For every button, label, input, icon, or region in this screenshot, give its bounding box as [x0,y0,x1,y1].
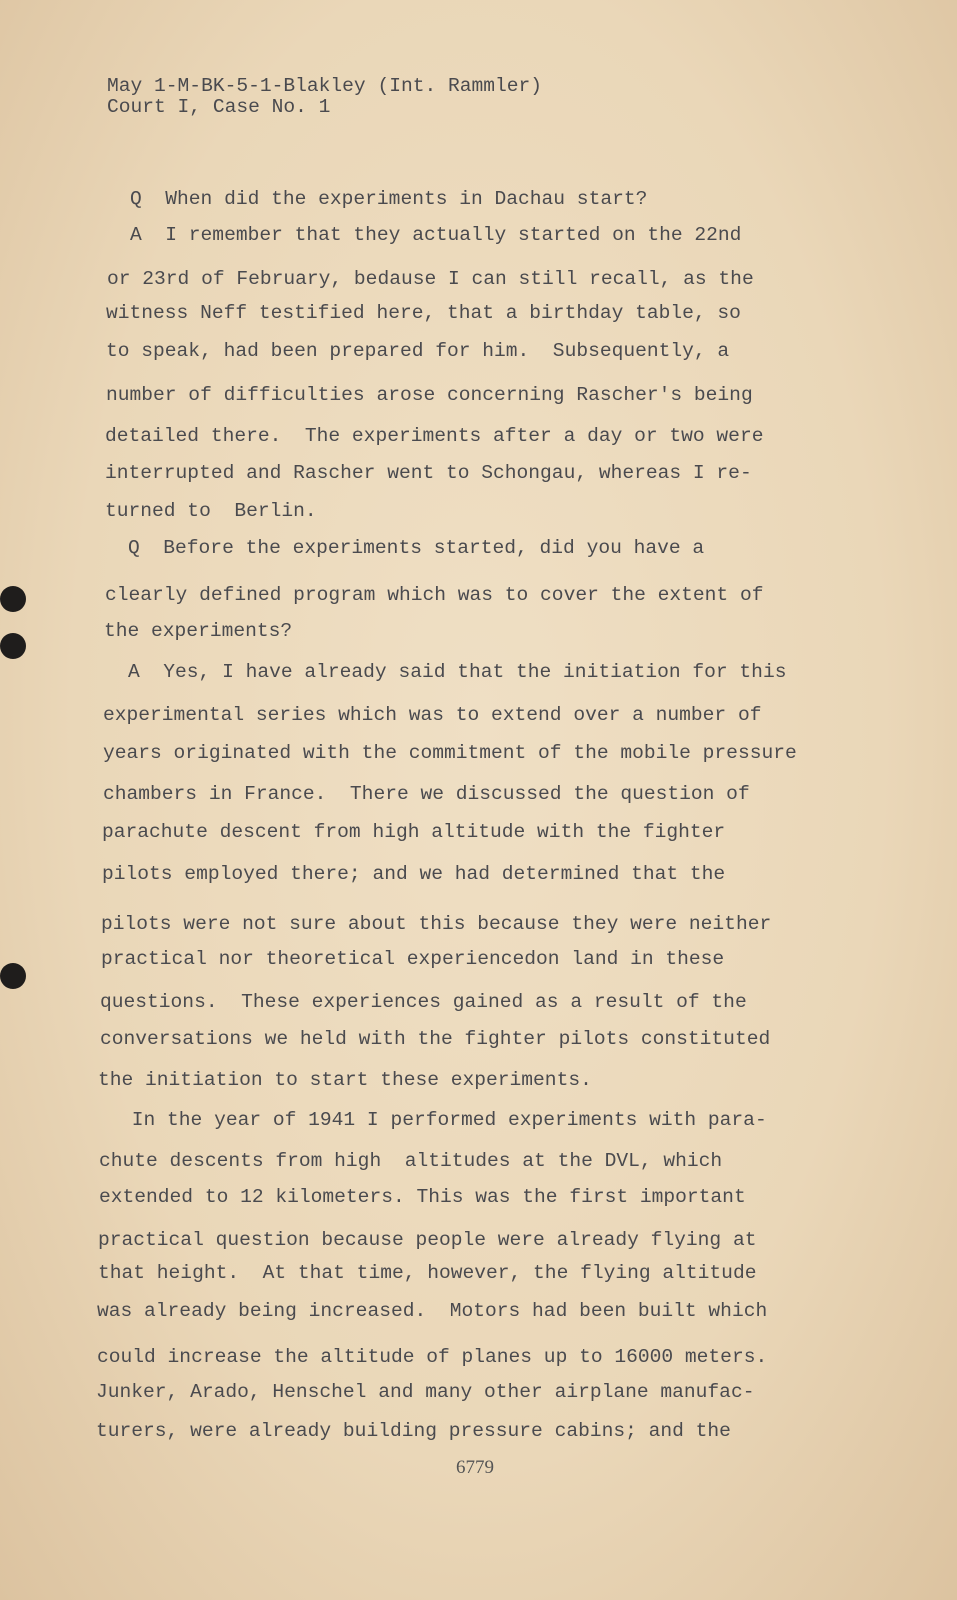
text-line: the experiments? [104,620,293,642]
text-line: Q When did the experiments in Dachau start? [130,188,648,210]
punch-hole [0,633,26,659]
text-line: years originated with the commitment of the mobile pressure [103,742,797,764]
text-line: pilots employed there; and we had determined that the [102,863,726,885]
text-line: interrupted and Rascher went to Schongau, whereas I re- [105,462,752,484]
text-line: or 23rd of February, bedause I can still recall, as the [107,268,754,290]
text-line: turers, were already building pressure cabins; and the [96,1420,731,1442]
text-line: extended to 12 kilometers. This was the first important [99,1186,746,1208]
page-number: 6779 [456,1457,494,1478]
text-line: chambers in France. There we discussed the question of [103,783,750,805]
text-line: the initiation to start these experiments. [98,1069,592,1091]
text-line: number of difficulties arose concerning Rascher's being [106,384,753,406]
text-line: to speak, had been prepared for him. Subsequently, a [106,340,730,362]
punch-hole [0,586,26,612]
text-line: pilots were not sure about this because they were neither [101,913,772,935]
text-line: Junker, Arado, Henschel and many other airplane manufac- [96,1381,755,1403]
text-line: turned to Berlin. [105,500,317,522]
text-line: practical question because people were already flying at [98,1229,757,1251]
text-line: witness Neff testified here, that a birthday table, so [106,302,741,324]
text-line: that height. At that time, however, the flying altitude [98,1262,757,1284]
text-line: questions. These experiences gained as a result of the [100,991,747,1013]
text-line: detailed there. The experiments after a day or two were [105,425,764,447]
text-line: clearly defined program which was to cover the extent of [105,584,764,606]
text-line: A Yes, I have already said that the initiation for this [128,661,787,683]
text-line: was already being increased. Motors had been built which [97,1300,768,1322]
punch-hole [0,963,26,989]
text-line: experimental series which was to extend over a number of [103,704,762,726]
text-line: A I remember that they actually started on the 22nd [130,224,742,246]
text-line: chute descents from high altitudes at the DVL, which [99,1150,723,1172]
header-line-2: Court I, Case No. 1 [107,96,331,118]
text-line: practical nor theoretical experiencedon land in these [101,948,725,970]
text-line: Q Before the experiments started, did you have a [128,537,705,559]
text-line: In the year of 1941 I performed experiments with para- [120,1109,767,1131]
text-line: could increase the altitude of planes up to 16000 meters. [97,1346,768,1368]
header-line-1: May 1-M-BK-5-1-Blakley (Int. Rammler) [107,75,543,97]
text-line: parachute descent from high altitude with the fighter [102,821,726,843]
text-line: conversations we held with the fighter pilots constituted [100,1028,771,1050]
